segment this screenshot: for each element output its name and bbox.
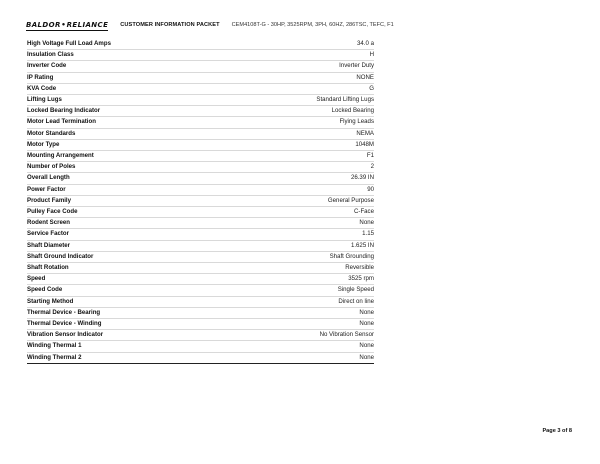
spec-label: Thermal Device - Bearing — [27, 307, 234, 318]
spec-value: Single Speed — [234, 285, 374, 296]
spec-row — [27, 106, 374, 117]
spec-value: General Purpose — [234, 195, 374, 206]
spec-label: Number of Poles — [27, 162, 234, 173]
spec-row — [27, 341, 374, 352]
spec-row — [27, 229, 374, 240]
spec-label: Winding Thermal 1 — [27, 341, 234, 352]
spec-label: Vibration Sensor Indicator — [27, 330, 234, 341]
spec-label: Rodent Screen — [27, 218, 234, 229]
spec-row — [27, 39, 374, 50]
spec-label: Shaft Ground Indicator — [27, 251, 234, 262]
spec-label: Starting Method — [27, 296, 234, 307]
spec-value: 2 — [234, 162, 374, 173]
spec-label: Shaft Rotation — [27, 263, 234, 274]
document-title: CUSTOMER INFORMATION PACKET — [120, 22, 220, 28]
spec-value: F1 — [234, 151, 374, 162]
spec-value: None — [234, 341, 374, 352]
spec-row — [27, 274, 374, 285]
spec-row — [27, 151, 374, 162]
spec-label: Lifting Lugs — [27, 95, 234, 106]
spec-value: None — [234, 352, 374, 363]
spec-value: None — [234, 218, 374, 229]
page-header — [26, 18, 394, 32]
spec-value: 1.625 IN — [234, 240, 374, 251]
spec-row — [27, 319, 374, 330]
spec-label: Pulley Face Code — [27, 207, 234, 218]
spec-value: Flying Leads — [234, 117, 374, 128]
spec-label: KVA Code — [27, 83, 234, 94]
spec-label: Power Factor — [27, 184, 234, 195]
spec-value: Standard Lifting Lugs — [234, 95, 374, 106]
specification-table — [27, 39, 374, 364]
baldor-reliance-logo — [26, 21, 108, 30]
spec-value: 1048M — [234, 139, 374, 150]
spec-row — [27, 72, 374, 83]
spec-row — [27, 296, 374, 307]
spec-value: Shaft Grounding — [234, 251, 374, 262]
model-description: CEM4108T-G - 30HP, 3525RPM, 3PH, 60HZ, 286TSC, TEFC, F1 — [231, 22, 394, 28]
spec-row — [27, 139, 374, 150]
spec-row — [27, 263, 374, 274]
spec-label: Insulation Class — [27, 50, 234, 61]
spec-label: Overall Length — [27, 173, 234, 184]
logo-sub-text: RELIANCE — [66, 20, 109, 29]
spec-row — [27, 162, 374, 173]
spec-label: Product Family — [27, 195, 234, 206]
spec-label: Motor Type — [27, 139, 234, 150]
spec-value: Inverter Duty — [234, 61, 374, 72]
spec-label: Service Factor — [27, 229, 234, 240]
spec-row — [27, 207, 374, 218]
logo-underline — [26, 30, 108, 31]
spec-label: Thermal Device - Winding — [27, 319, 234, 330]
spec-row — [27, 285, 374, 296]
spec-value: Reversible — [234, 263, 374, 274]
spec-row — [27, 251, 374, 262]
spec-value: G — [234, 83, 374, 94]
spec-value: C-Face — [234, 207, 374, 218]
spec-row — [27, 117, 374, 128]
spec-label: Inverter Code — [27, 61, 234, 72]
spec-label: Motor Standards — [27, 128, 234, 139]
logo-separator: • — [61, 20, 67, 29]
spec-label: Speed Code — [27, 285, 234, 296]
spec-row — [27, 218, 374, 229]
spec-value: No Vibration Sensor — [234, 330, 374, 341]
spec-label: Speed — [27, 274, 234, 285]
spec-label: Motor Lead Termination — [27, 117, 234, 128]
spec-label: Locked Bearing Indicator — [27, 106, 234, 117]
spec-value: None — [234, 307, 374, 318]
spec-label: Shaft Diameter — [27, 240, 234, 251]
spec-row — [27, 50, 374, 61]
spec-value: Direct on line — [234, 296, 374, 307]
spec-value: NONE — [234, 72, 374, 83]
spec-value: NEMA — [234, 128, 374, 139]
logo-brand-text: BALDOR — [26, 20, 61, 29]
spec-value: Locked Bearing — [234, 106, 374, 117]
spec-row — [27, 352, 374, 363]
spec-row — [27, 95, 374, 106]
spec-label: High Voltage Full Load Amps — [27, 39, 234, 50]
spec-row — [27, 83, 374, 94]
spec-value: H — [234, 50, 374, 61]
specification-table-body — [27, 39, 374, 363]
spec-row — [27, 61, 374, 72]
spec-value: 1.15 — [234, 229, 374, 240]
spec-label: Mounting Arrangement — [27, 151, 234, 162]
spec-value: 26.39 IN — [234, 173, 374, 184]
page-number: Page 3 of 8 — [542, 428, 572, 434]
spec-row — [27, 184, 374, 195]
spec-label: Winding Thermal 2 — [27, 352, 234, 363]
spec-value: 3525 rpm — [234, 274, 374, 285]
spec-row — [27, 240, 374, 251]
spec-value: 34.0 a — [234, 39, 374, 50]
spec-label: IP Rating — [27, 72, 234, 83]
spec-value: 90 — [234, 184, 374, 195]
spec-value: None — [234, 319, 374, 330]
spec-row — [27, 195, 374, 206]
spec-row — [27, 173, 374, 184]
spec-row — [27, 330, 374, 341]
spec-row — [27, 128, 374, 139]
spec-row — [27, 307, 374, 318]
